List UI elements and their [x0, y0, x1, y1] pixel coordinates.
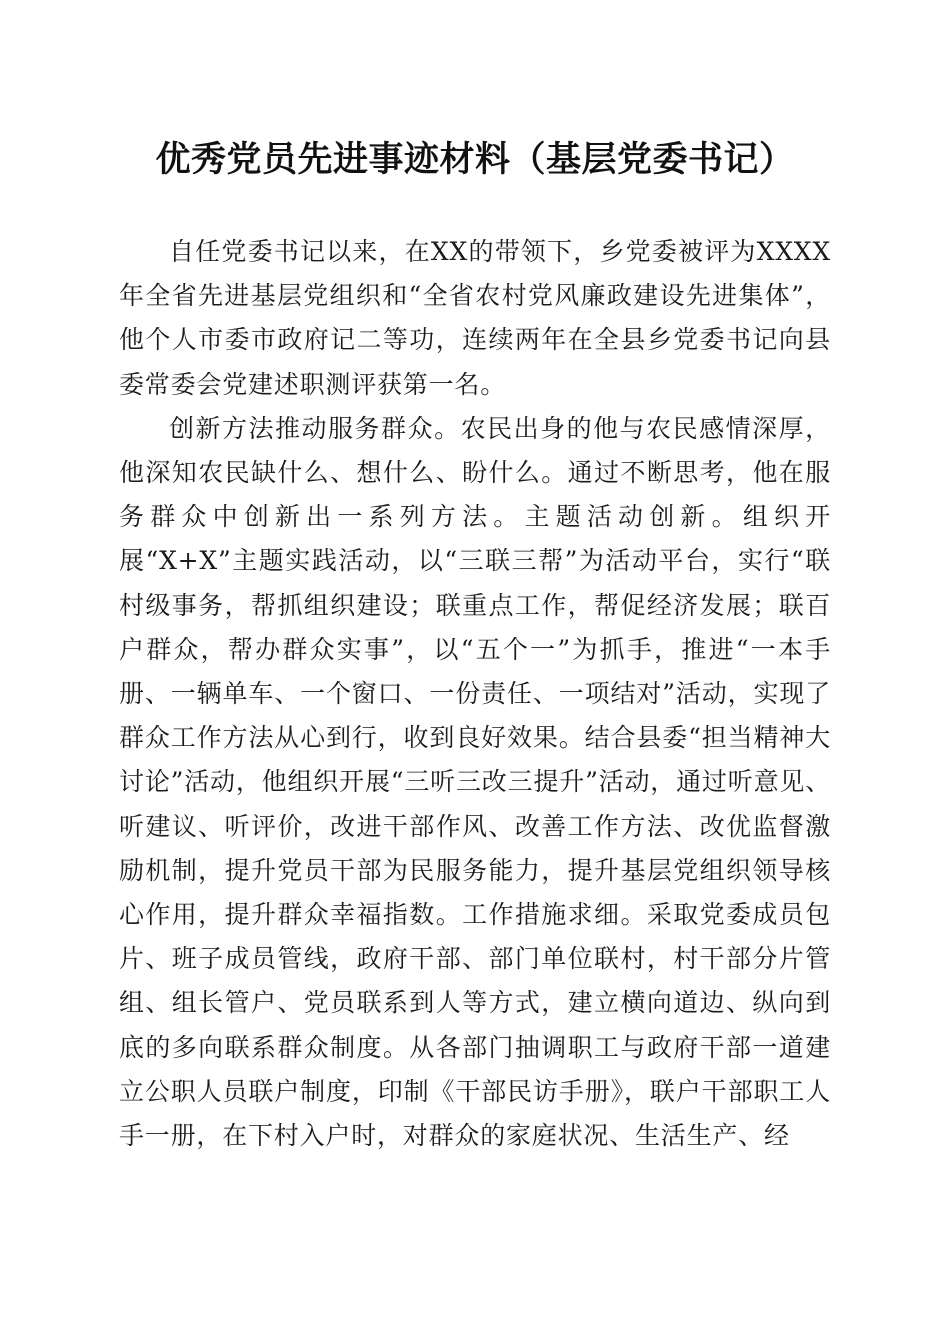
document-body: [119, 230, 831, 1158]
paragraph-service-innovation: 创新方法推动服务群众。农民出身的他与农民感情深厚，他深知农民缺什么、想什么、盼什么。通过不断思考，他在服务群众中创新出一系列方法。主题活动创新。组织开展“X+X”主题实践活动，以“三联三帮”为活动平台，实行“联村级事务，帮抓组织建设；联重点工作，帮促经济发展；联百户群众，帮办群众实事”，以“五个一”为抓手，推进“一本手册、一辆单车、一个窗口、一份责任、一项结对”活动，实现了群众工作方法从心到行，收到良好效果。结合县委“担当精神大讨论”活动，他组织开展“三听三改三提升”活动，通过听意见、听建议、听评价，改进干部作风、改善工作方法、改优监督激励机制，提升党员干部为民服务能力，提升基层党组织领导核心作用，提升群众幸福指数。工作措施求细。采取党委成员包片、班子成员管线，政府干部、部门单位联村，村干部分片管组、组长管户、党员联系到人等方式，建立横向道边、纵向到底的多向联系群众制度。从各部门抽调职工与政府干部一道建立公职人员联户制度，印制《干部民访手册》，联户干部职工人手一册，在下村入户时，对群众的家庭状况、生活生产、经: [119, 413, 831, 1151]
document-title: 优秀党员先进事迹材料（基层党委书记）: [155, 139, 795, 180]
paragraph-intro: 自任党委书记以来，在XX的带领下，乡党委被评为XXXX年全省先进基层党组织和“全省农村党风廉政建设先进集体”，他个人市委市政府记二等功，连续两年在全县乡党委书记向县委常委会党建述职测评获第一名。: [119, 237, 831, 399]
